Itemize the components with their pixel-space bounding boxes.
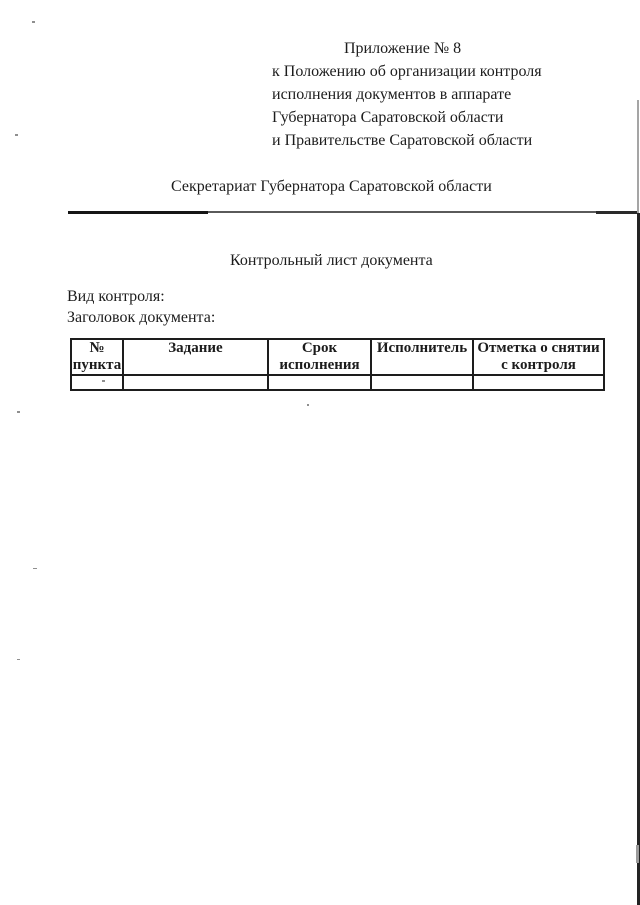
empty-cell <box>473 375 604 390</box>
empty-cell <box>371 375 473 390</box>
field-labels <box>67 286 215 328</box>
col-header-removal-mark: Отметка о снятии с контроля <box>473 339 604 375</box>
document-title: Контрольный лист документа <box>230 252 433 269</box>
col-header-task: Задание <box>123 339 268 375</box>
org-name: Секретариат Губернатора Саратовской области <box>171 178 492 195</box>
appendix-line: и Правительстве Саратовской области <box>272 132 533 149</box>
col-header-item-number: № пункта <box>72 340 122 373</box>
scan-edge-line <box>636 845 639 863</box>
rule-scan-blotch <box>68 211 208 214</box>
col-header-deadline: Срок исполнения <box>268 339 371 375</box>
empty-cell <box>71 375 123 390</box>
scan-speck <box>17 659 20 660</box>
empty-cell <box>123 375 268 390</box>
appendix-line: Губернатора Саратовской области <box>272 109 504 126</box>
scan-speck <box>32 21 35 23</box>
scan-speck <box>33 568 37 569</box>
table-header-row <box>71 339 604 375</box>
appendix-note <box>272 37 542 152</box>
control-table <box>70 338 605 391</box>
table-row <box>71 375 604 390</box>
appendix-line: исполнения документов в аппарате <box>272 86 512 103</box>
scan-speck <box>15 134 18 136</box>
scan-speck <box>307 404 309 406</box>
rule-scan-blotch <box>596 211 638 214</box>
scan-speck <box>17 411 20 413</box>
appendix-line: к Положению об организации контроля <box>272 63 542 80</box>
document-heading-label: Заголовок документа: <box>67 309 216 326</box>
appendix-line: Приложение № 8 <box>344 40 462 57</box>
col-header-executor: Исполнитель <box>371 339 473 375</box>
scan-edge-line <box>637 100 639 213</box>
separator-rule <box>68 211 638 213</box>
scan-speck <box>102 380 105 382</box>
empty-cell <box>268 375 371 390</box>
control-type-label: Вид контроля: <box>67 288 165 305</box>
